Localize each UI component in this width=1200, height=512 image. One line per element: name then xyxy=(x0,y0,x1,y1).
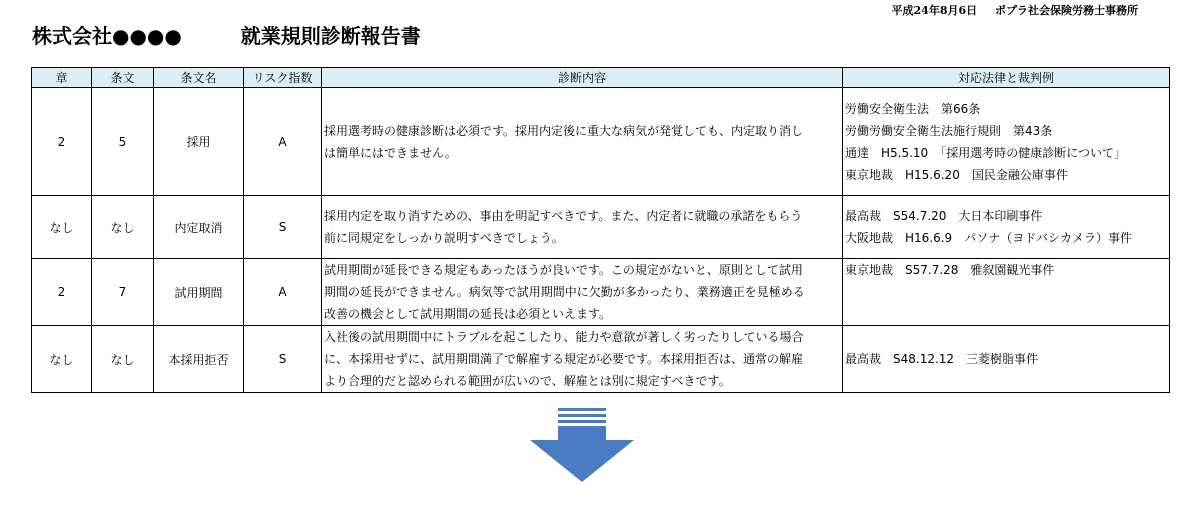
cell-article-name: 内定取消 xyxy=(154,196,244,259)
diagnosis-line: 改善の機会として試用期間の延長は必須といえます。 xyxy=(324,307,612,321)
cell-risk: S xyxy=(244,196,322,259)
cell-article: なし xyxy=(92,326,154,393)
cell-article-name: 採用 xyxy=(154,88,244,196)
column-header-article: 条文 xyxy=(92,68,154,88)
cell-risk: S xyxy=(244,326,322,393)
law-line: 東京地裁 S57.7.28 雅叙園観光事件 xyxy=(845,263,1055,277)
down-arrow-icon xyxy=(530,408,634,482)
cell-article: 5 xyxy=(92,88,154,196)
cell-diagnosis xyxy=(322,326,843,393)
diagnosis-line: より合理的だと認められる範囲が広いので、解雇とは別に規定すべきです。 xyxy=(324,374,731,388)
diagnosis-line: 入社後の試用期間中にトラブルを起こしたり、能力や意欲が著しく劣ったりしている場合 xyxy=(324,330,804,344)
cell-diagnosis xyxy=(322,196,843,259)
law-line: 大阪地裁 H16.6.9 パソナ（ヨドバシカメラ）事件 xyxy=(845,231,1132,245)
law-line: 東京地裁 H15.6.20 国民金融公庫事件 xyxy=(845,167,1068,182)
office-name: ポプラ社会保険労務士事務所 xyxy=(995,4,1138,17)
law-line: 通達 H5.5.10 「採用選考時の健康診断について」 xyxy=(845,145,1126,160)
diagnosis-line: 試用期間が延長できる規定もあったほうが良いです。この規定がないと、原則として試用 xyxy=(324,263,803,277)
diagnosis-line: 前に同規定をしっかり説明すべきでしょう。 xyxy=(324,231,564,245)
table-row xyxy=(32,326,1170,393)
column-header-risk: リスク指数 xyxy=(244,68,322,88)
cell-chapter: 2 xyxy=(32,88,92,196)
cell-laws xyxy=(843,196,1170,259)
company-name: 株式会社●●●● xyxy=(32,24,182,48)
cell-diagnosis xyxy=(322,88,843,196)
law-line: 最高裁 S54.7.20 大日本印刷事件 xyxy=(845,209,1043,223)
diagnosis-line: は簡単にはできません。 xyxy=(324,145,457,160)
law-line: 最高裁 S48.12.12 三菱樹脂事件 xyxy=(845,352,1039,366)
title-row xyxy=(32,20,421,49)
law-line: 労働労働安全衛生法施行規則 第43条 xyxy=(845,123,1053,138)
cell-laws xyxy=(843,326,1170,393)
diagnosis-table xyxy=(31,67,1170,393)
column-header-diagnosis: 診断内容 xyxy=(322,68,843,88)
diagnosis-line: 期間の延長ができません。病気等で試用期間中に欠勤が多かったり、業務適正を見極める xyxy=(324,285,805,299)
cell-chapter: 2 xyxy=(32,259,92,326)
date-line xyxy=(892,2,1138,18)
cell-article-name: 本採用拒否 xyxy=(154,326,244,393)
cell-laws xyxy=(843,88,1170,196)
diagnosis-line: 採用内定を取り消すための、事由を明記すべきです。また、内定者に就職の承諾をもらう xyxy=(324,209,803,223)
cell-chapter: なし xyxy=(32,326,92,393)
table-row xyxy=(32,259,1170,326)
cell-article: 7 xyxy=(92,259,154,326)
cell-risk: A xyxy=(244,259,322,326)
table-row xyxy=(32,196,1170,259)
cell-article-name: 試用期間 xyxy=(154,259,244,326)
table-header-row xyxy=(32,68,1170,88)
cell-chapter: なし xyxy=(32,196,92,259)
law-line: 労働安全衛生法 第66条 xyxy=(845,101,981,116)
diagnosis-line: に、本採用せずに、試用期間満了で解雇する規定が必要です。本採用拒否は、通常の解雇 xyxy=(324,352,804,366)
diagnosis-line: 採用選考時の健康診断は必須です。採用内定後に重大な病気が発覚しても、内定取り消し xyxy=(324,123,804,138)
cell-risk: A xyxy=(244,88,322,196)
column-header-laws: 対応法律と裁判例 xyxy=(843,68,1170,88)
cell-diagnosis xyxy=(322,259,843,326)
page-title: 就業規則診断報告書 xyxy=(240,24,421,48)
column-header-article-name: 条文名 xyxy=(154,68,244,88)
column-header-chapter: 章 xyxy=(32,68,92,88)
table-row xyxy=(32,88,1170,196)
cell-article: なし xyxy=(92,196,154,259)
report-date: 平成24年8月6日 xyxy=(891,4,978,17)
cell-laws xyxy=(843,259,1170,326)
